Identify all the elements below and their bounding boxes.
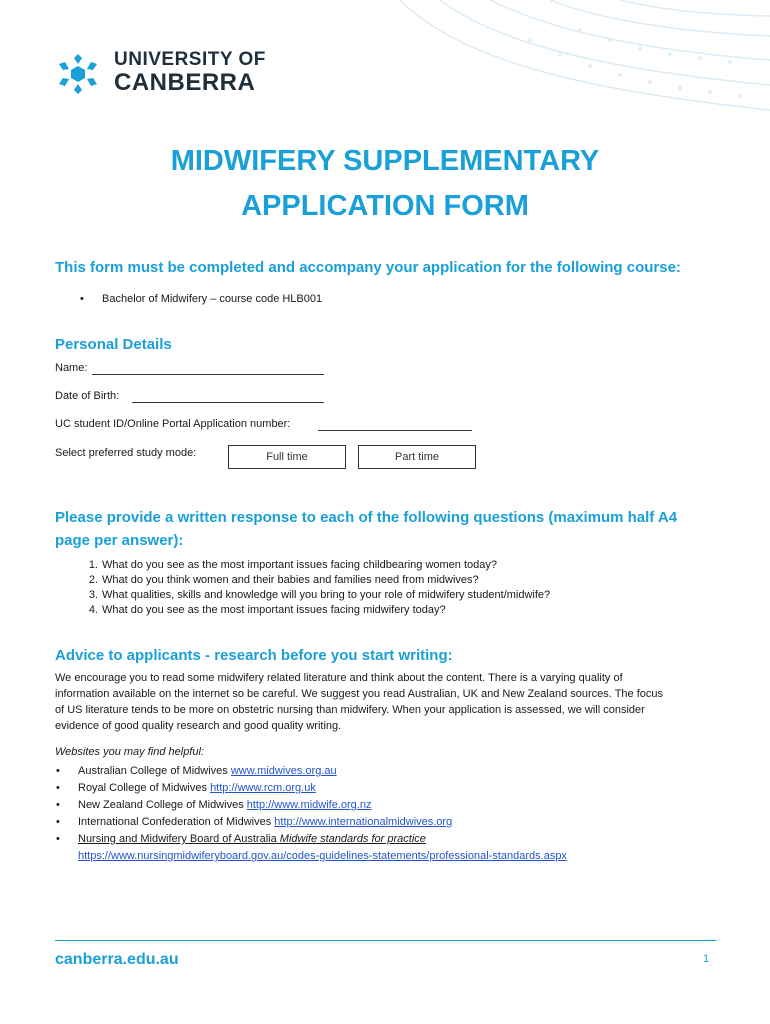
question-text: What qualities, skills and knowledge will you bring to your role of midwifery student/midwife?	[102, 589, 551, 601]
question-text: What do you think women and their babies and families need from midwives?	[102, 574, 479, 586]
advice-paragraph	[55, 670, 663, 734]
question-number: 3.	[88, 589, 98, 601]
website-link[interactable]: www.midwives.org.au	[230, 765, 337, 777]
websites-list	[78, 763, 567, 865]
decorative-pattern	[380, 0, 770, 120]
student-id-field[interactable]	[318, 429, 472, 431]
logo-line2: CANBERRA	[114, 69, 256, 96]
advice-line: information available on the internet so be careful. We suggest you read Australian, UK and New Zealand sources. The focus	[55, 688, 663, 700]
website-name: Royal College of Midwives	[78, 782, 207, 794]
part-time-option[interactable]: Part time	[358, 445, 476, 469]
footer-divider	[55, 940, 716, 941]
advice-line: We encourage you to read some midwifery related literature and think about the content. There is a varying quality of	[55, 672, 623, 684]
question-number: 1.	[88, 559, 98, 571]
name-field[interactable]	[92, 373, 324, 375]
website-link[interactable]: http://www.internationalmidwives.org	[274, 816, 453, 828]
website-name: International Confederation of Midwives	[78, 816, 272, 828]
question-item	[88, 558, 550, 573]
website-item	[78, 814, 567, 831]
website-item	[78, 797, 567, 814]
logo-line1: UNIVERSITY OF	[114, 49, 266, 70]
full-time-option[interactable]: Full time	[228, 445, 346, 469]
page-title-line2: APPLICATION FORM	[241, 190, 529, 222]
dob-field[interactable]	[132, 401, 324, 403]
website-name: New Zealand College of Midwives	[78, 799, 244, 811]
advice-line: evidence of good quality research and good quality writing.	[55, 720, 342, 732]
questions-list	[88, 558, 551, 618]
footer-domain[interactable]: canberra.edu.au	[55, 951, 179, 968]
website-name: Nursing and Midwifery Board of Australia	[78, 833, 277, 845]
question-number: 4.	[88, 604, 98, 616]
website-item	[78, 763, 567, 780]
website-link[interactable]: http://www.midwife.org.nz	[246, 799, 372, 811]
question-item	[88, 588, 551, 603]
course-item: • Bachelor of Midwifery – course code HLB001	[102, 293, 322, 305]
question-item	[88, 573, 550, 588]
intro-heading: This form must be completed and accompany your application for the following course:	[55, 259, 681, 276]
website-link[interactable]: http://www.rcm.org.uk	[210, 782, 316, 794]
questions-heading-line2: page per answer):	[55, 532, 184, 549]
page-title-line1: MIDWIFERY SUPPLEMENTARY	[170, 145, 600, 177]
university-logo-icon	[55, 52, 101, 96]
student-id-label: UC student ID/Online Portal Application number:	[55, 418, 291, 430]
websites-label: Websites you may find helpful:	[55, 746, 204, 758]
question-item	[88, 603, 550, 618]
personal-details-heading: Personal Details	[55, 336, 172, 353]
question-text: What do you see as the most important issues facing midwifery today?	[102, 604, 446, 616]
university-logo	[114, 50, 266, 95]
name-label: Name:	[55, 362, 88, 374]
advice-heading: Advice to applicants - research before you start writing:	[55, 647, 453, 664]
website-title: Midwife standards for practice	[279, 833, 426, 845]
advice-line: of US literature tends to be more on obstetric nursing than midwifery. When your application is assessed, we will consider	[55, 704, 645, 716]
website-item	[78, 780, 567, 797]
page-number: 1	[703, 953, 710, 965]
dob-label: Date of Birth:	[55, 390, 120, 402]
questions-heading-line1: Please provide a written response to each of the following questions (maximum half A4	[55, 509, 678, 526]
website-link[interactable]: https://www.nursingmidwiferyboard.gov.au/codes-guidelines-statements/professional-standards.aspx	[78, 850, 567, 862]
website-item[interactable]	[78, 831, 567, 848]
question-number: 2.	[88, 574, 98, 586]
question-text: What do you see as the most important issues facing childbearing women today?	[102, 559, 497, 571]
study-mode-label: Select preferred study mode:	[55, 447, 197, 459]
website-name: Australian College of Midwives	[78, 765, 228, 777]
